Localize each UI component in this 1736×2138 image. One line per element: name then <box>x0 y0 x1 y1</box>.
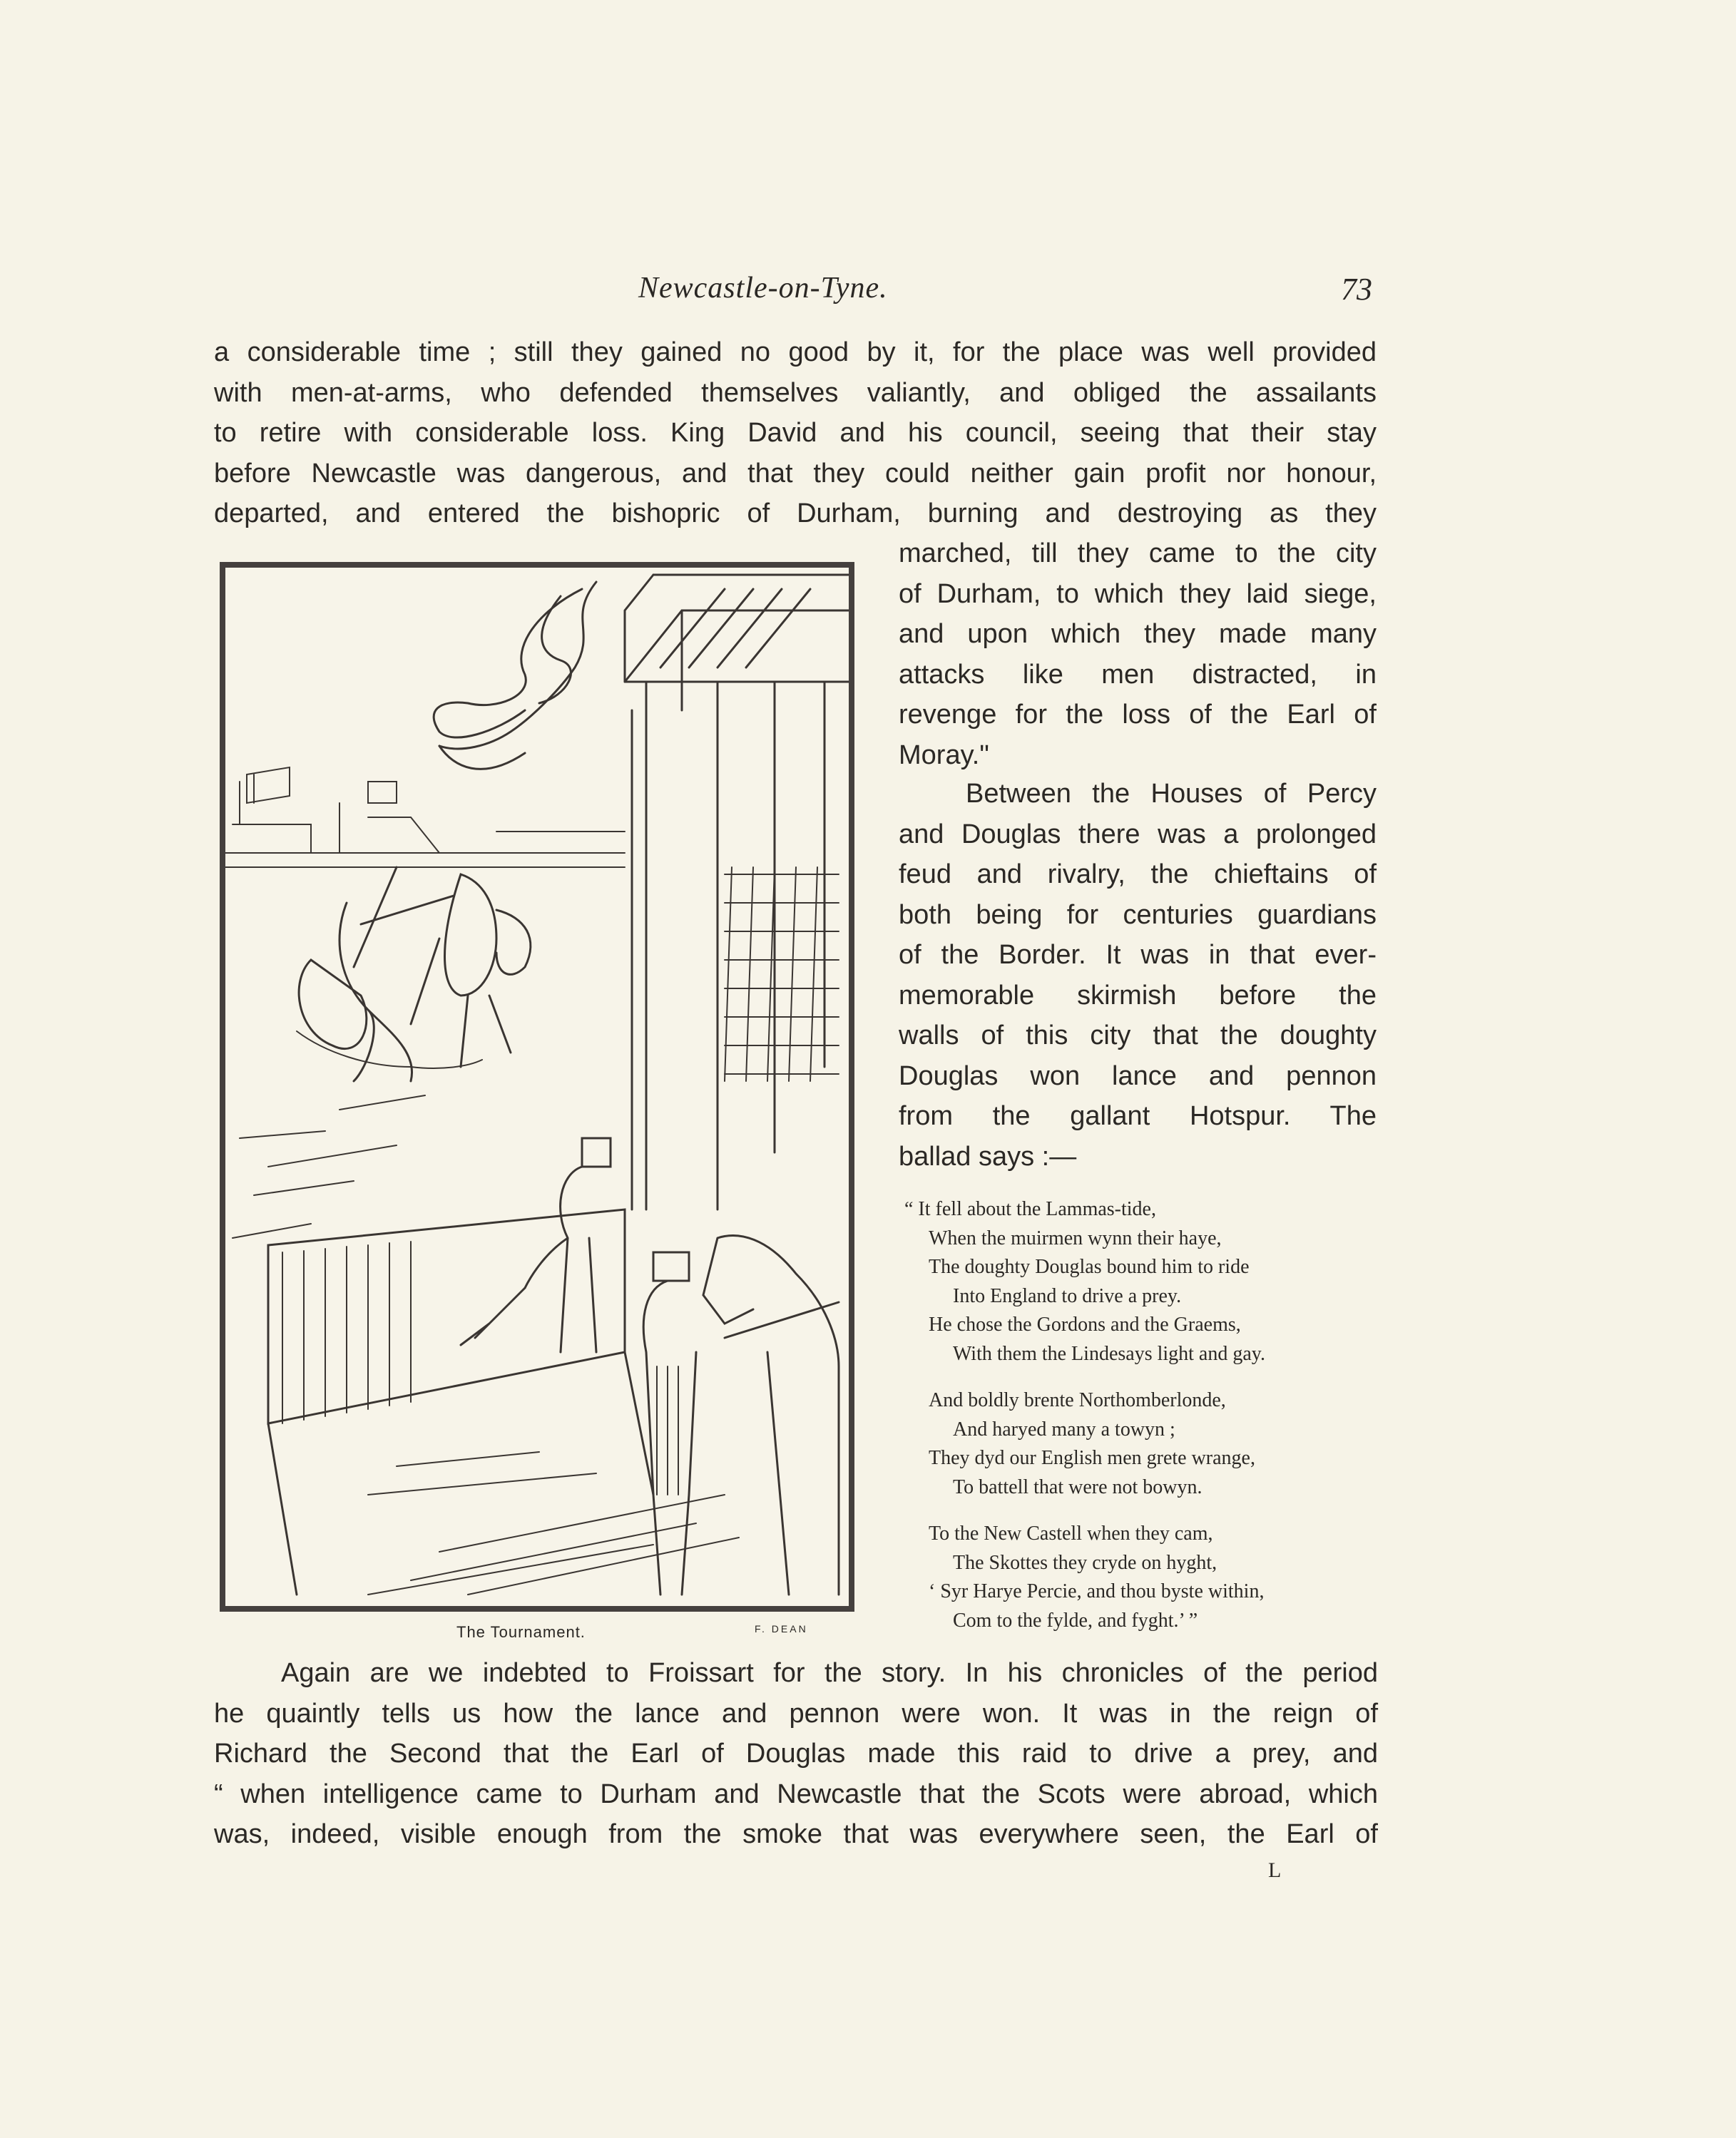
verse-line: “ It fell about the Lammas-tide, <box>904 1198 1156 1220</box>
text-line: and Douglas there was a prolonged <box>899 819 1377 849</box>
verse-line: And haryed many a towyn ; <box>953 1418 1175 1441</box>
ballad-stanza <box>904 1195 1375 1369</box>
text-line: of the Border. It was in that ever- <box>899 940 1377 970</box>
verse-line: The Skottes they cryde on hyght, <box>953 1551 1217 1574</box>
verse-line: Into England to drive a prey. <box>953 1284 1182 1307</box>
ballad-stanza <box>904 1520 1375 1635</box>
text-line: memorable skirmish before the <box>899 980 1377 1011</box>
verse-line: The doughty Douglas bound him to ride <box>929 1256 1250 1278</box>
text-line: walls of this city that the doughty <box>899 1021 1377 1050</box>
text-line: revenge for the loss of the Earl of <box>899 700 1377 730</box>
text-line: before Newcastle was dangerous, and that they could neither gain profit nor honour, <box>214 458 1377 489</box>
text-line: marched, till they came to the city <box>899 538 1377 568</box>
verse-line: With them the Lindesays light and gay. <box>953 1342 1265 1365</box>
text-line: attacks like men distracted, in <box>899 659 1377 690</box>
paragraph-bottom <box>214 1653 1378 1855</box>
tournament-drawing <box>225 568 849 1606</box>
text-line: from the gallant Hotspur. The <box>899 1101 1377 1131</box>
running-title: Newcastle-on-Tyne. <box>638 272 888 305</box>
text-line: Again are we indebted to Froissart for the story. In his chronicles of the period <box>281 1658 1378 1688</box>
text-line: feud and rivalry, the chieftains of <box>899 859 1377 889</box>
ballad-stanza <box>904 1386 1375 1502</box>
text-line: of Durham, to which they laid siege, <box>899 578 1377 609</box>
paragraph-side-1 <box>899 533 1377 775</box>
ballad-quote <box>904 1195 1375 1653</box>
text-line: Between the Houses of Percy <box>966 779 1377 809</box>
verse-line: Com to the fylde, and fyght.’ ” <box>953 1609 1198 1632</box>
running-header <box>0 271 1736 314</box>
text-line: Moray." <box>899 740 989 770</box>
text-line: with men-at-arms, who defended themselves valiantly, and obliged the assailants <box>214 377 1377 408</box>
text-line: was, indeed, visible enough from the smoke that was everywhere seen, the Earl of <box>214 1819 1378 1849</box>
figure-caption: The Tournament. <box>456 1623 586 1641</box>
printer-signature-mark: L <box>1268 1858 1282 1882</box>
text-line: ballad says :— <box>899 1141 1077 1172</box>
text-line: departed, and entered the bishopric of Durham, burning and destroying as they <box>214 498 1377 528</box>
text-line: a considerable time ; still they gained no good by it, for the place was well provided <box>214 337 1377 367</box>
page-number: 73 <box>1341 272 1372 307</box>
text-line: “ when intelligence came to Durham and Newcastle that the Scots were abroad, which <box>214 1779 1378 1809</box>
text-line: both being for centuries guardians <box>899 899 1377 930</box>
text-line: he quaintly tells us how the lance and pennon were won. It was in the reign of <box>214 1698 1378 1729</box>
text-line: to retire with considerable loss. King David and his council, seeing that their stay <box>214 418 1377 448</box>
verse-line: He chose the Gordons and the Graems, <box>929 1314 1241 1336</box>
paragraph-top <box>214 332 1377 534</box>
verse-line: They dyd our English men grete wrange, <box>929 1447 1255 1469</box>
text-line: Douglas won lance and pennon <box>899 1060 1377 1091</box>
text-line: and upon which they made many <box>899 619 1377 649</box>
text-line: Richard the Second that the Earl of Douglas made this raid to drive a prey, and <box>214 1739 1378 1769</box>
artist-signature: F. DEAN <box>755 1623 808 1635</box>
verse-line: To battell that were not bowyn. <box>953 1475 1203 1498</box>
paragraph-side-2 <box>899 774 1377 1177</box>
verse-line: ‘ Syr Harye Percie, and thou byste within, <box>929 1580 1265 1602</box>
verse-line: When the muirmen wynn their haye, <box>929 1227 1222 1249</box>
tournament-illustration <box>220 562 854 1612</box>
verse-line: To the New Castell when they cam, <box>929 1523 1213 1545</box>
verse-line: And boldly brente Northomberlonde, <box>929 1389 1226 1411</box>
